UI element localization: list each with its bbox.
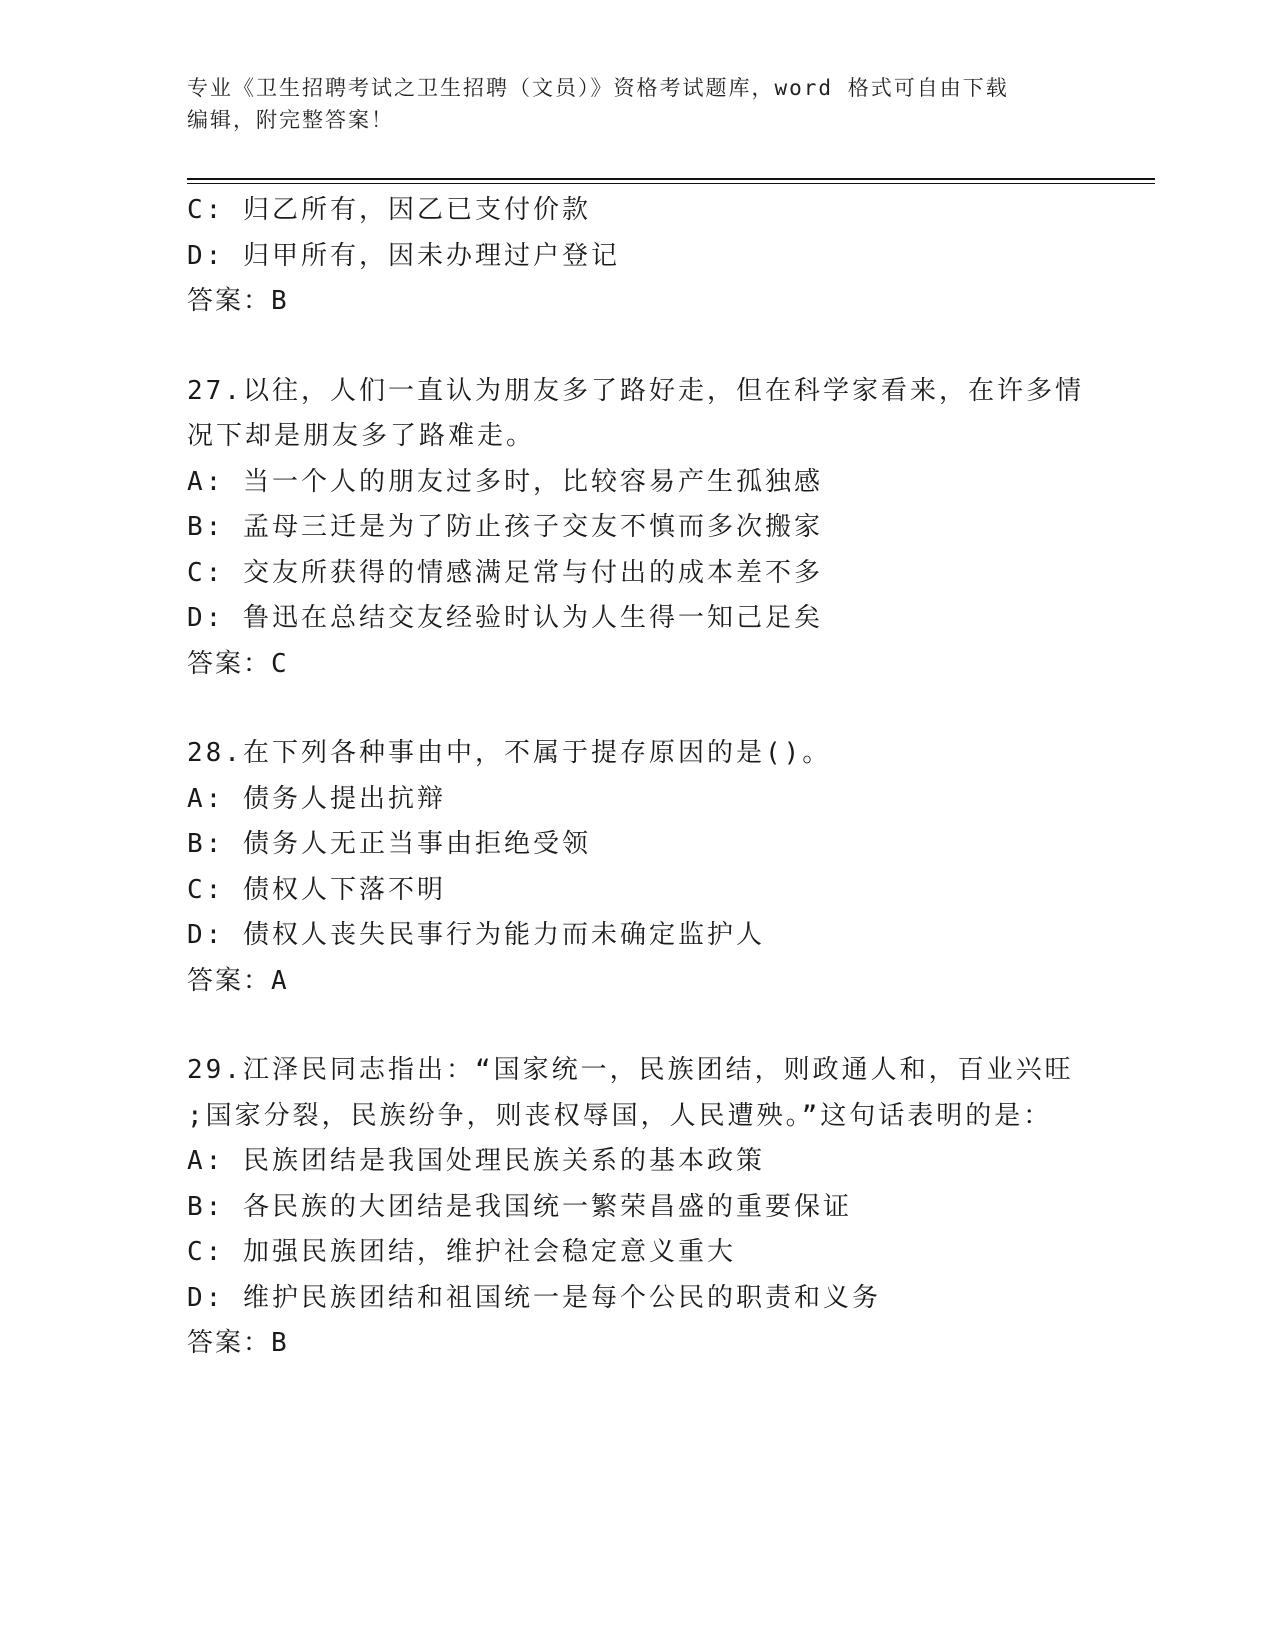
question-28 (187, 731, 1087, 1004)
answer-value: A (271, 965, 290, 996)
answer-line (187, 279, 1087, 325)
page-header (187, 72, 1087, 136)
header-line-1: 专业《卫生招聘考试之卫生招聘（文员）》资格考试题库，word 格式可自由下载 (187, 76, 1009, 100)
option-a: A: 当一个人的朋友过多时，比较容易产生孤独感 (187, 466, 823, 497)
option-d: D: 债权人丧失民事行为能力而未确定监护人 (187, 920, 765, 950)
answer-line (187, 642, 1087, 688)
question-partial (187, 188, 1087, 325)
option-d: D: 归甲所有，因未办理过户登记 (187, 240, 620, 271)
option-b: B: 孟母三迁是为了防止孩子交友不慎而多次搬家 (187, 512, 823, 542)
question-stem: 况下却是朋友多了路难走。 (187, 421, 536, 451)
question-stem: 27.以往，人们一直认为朋友多了路好走，但在科学家看来，在许多情 (187, 375, 1084, 406)
question-29 (187, 1048, 1087, 1367)
answer-line (187, 1321, 1087, 1367)
option-a: A: 债务人提出抗辩 (187, 783, 446, 814)
question-27 (187, 369, 1087, 688)
answer-line (187, 959, 1087, 1005)
option-a: A: 民族团结是我国处理民族关系的基本政策 (187, 1146, 765, 1176)
answer-value: C (271, 648, 290, 679)
answer-value: B (271, 1328, 290, 1358)
option-c: C: 加强民族团结，维护社会稳定意义重大 (187, 1237, 736, 1267)
answer-value: B (271, 286, 290, 316)
question-stem: 29.江泽民同志指出：“国家统一，民族团结，则政通人和，百业兴旺 (187, 1055, 1074, 1085)
option-d: D: 维护民族团结和祖国统一是每个公民的职责和义务 (187, 1282, 881, 1313)
answer-label: 答案： (187, 286, 272, 316)
question-stem: 28.在下列各种事由中，不属于提存原因的是()。 (187, 738, 832, 768)
option-c: C: 交友所获得的情感满足常与付出的成本差不多 (187, 557, 823, 588)
option-c: C: 归乙所有，因乙已支付价款 (187, 195, 591, 225)
option-c: C: 债权人下落不明 (187, 874, 446, 905)
header-line-2: 编辑，附完整答案！ (187, 108, 394, 132)
question-stem: ;国家分裂，民族纷争，则丧权辱国，人民遭殃。”这句话表明的是： (187, 1100, 1053, 1131)
option-d: D: 鲁迅在总结交友经验时认为人生得一知己足矣 (187, 603, 823, 633)
answer-label: 答案： (187, 965, 272, 996)
question-list (187, 188, 1087, 1367)
option-b: B: 债务人无正当事由拒绝受领 (187, 829, 591, 859)
header-divider-thick (187, 178, 1155, 180)
answer-label: 答案： (187, 1328, 272, 1358)
header-divider-thin (187, 183, 1155, 184)
option-b: B: 各民族的大团结是我国统一繁荣昌盛的重要保证 (187, 1191, 852, 1222)
answer-label: 答案： (187, 648, 272, 679)
